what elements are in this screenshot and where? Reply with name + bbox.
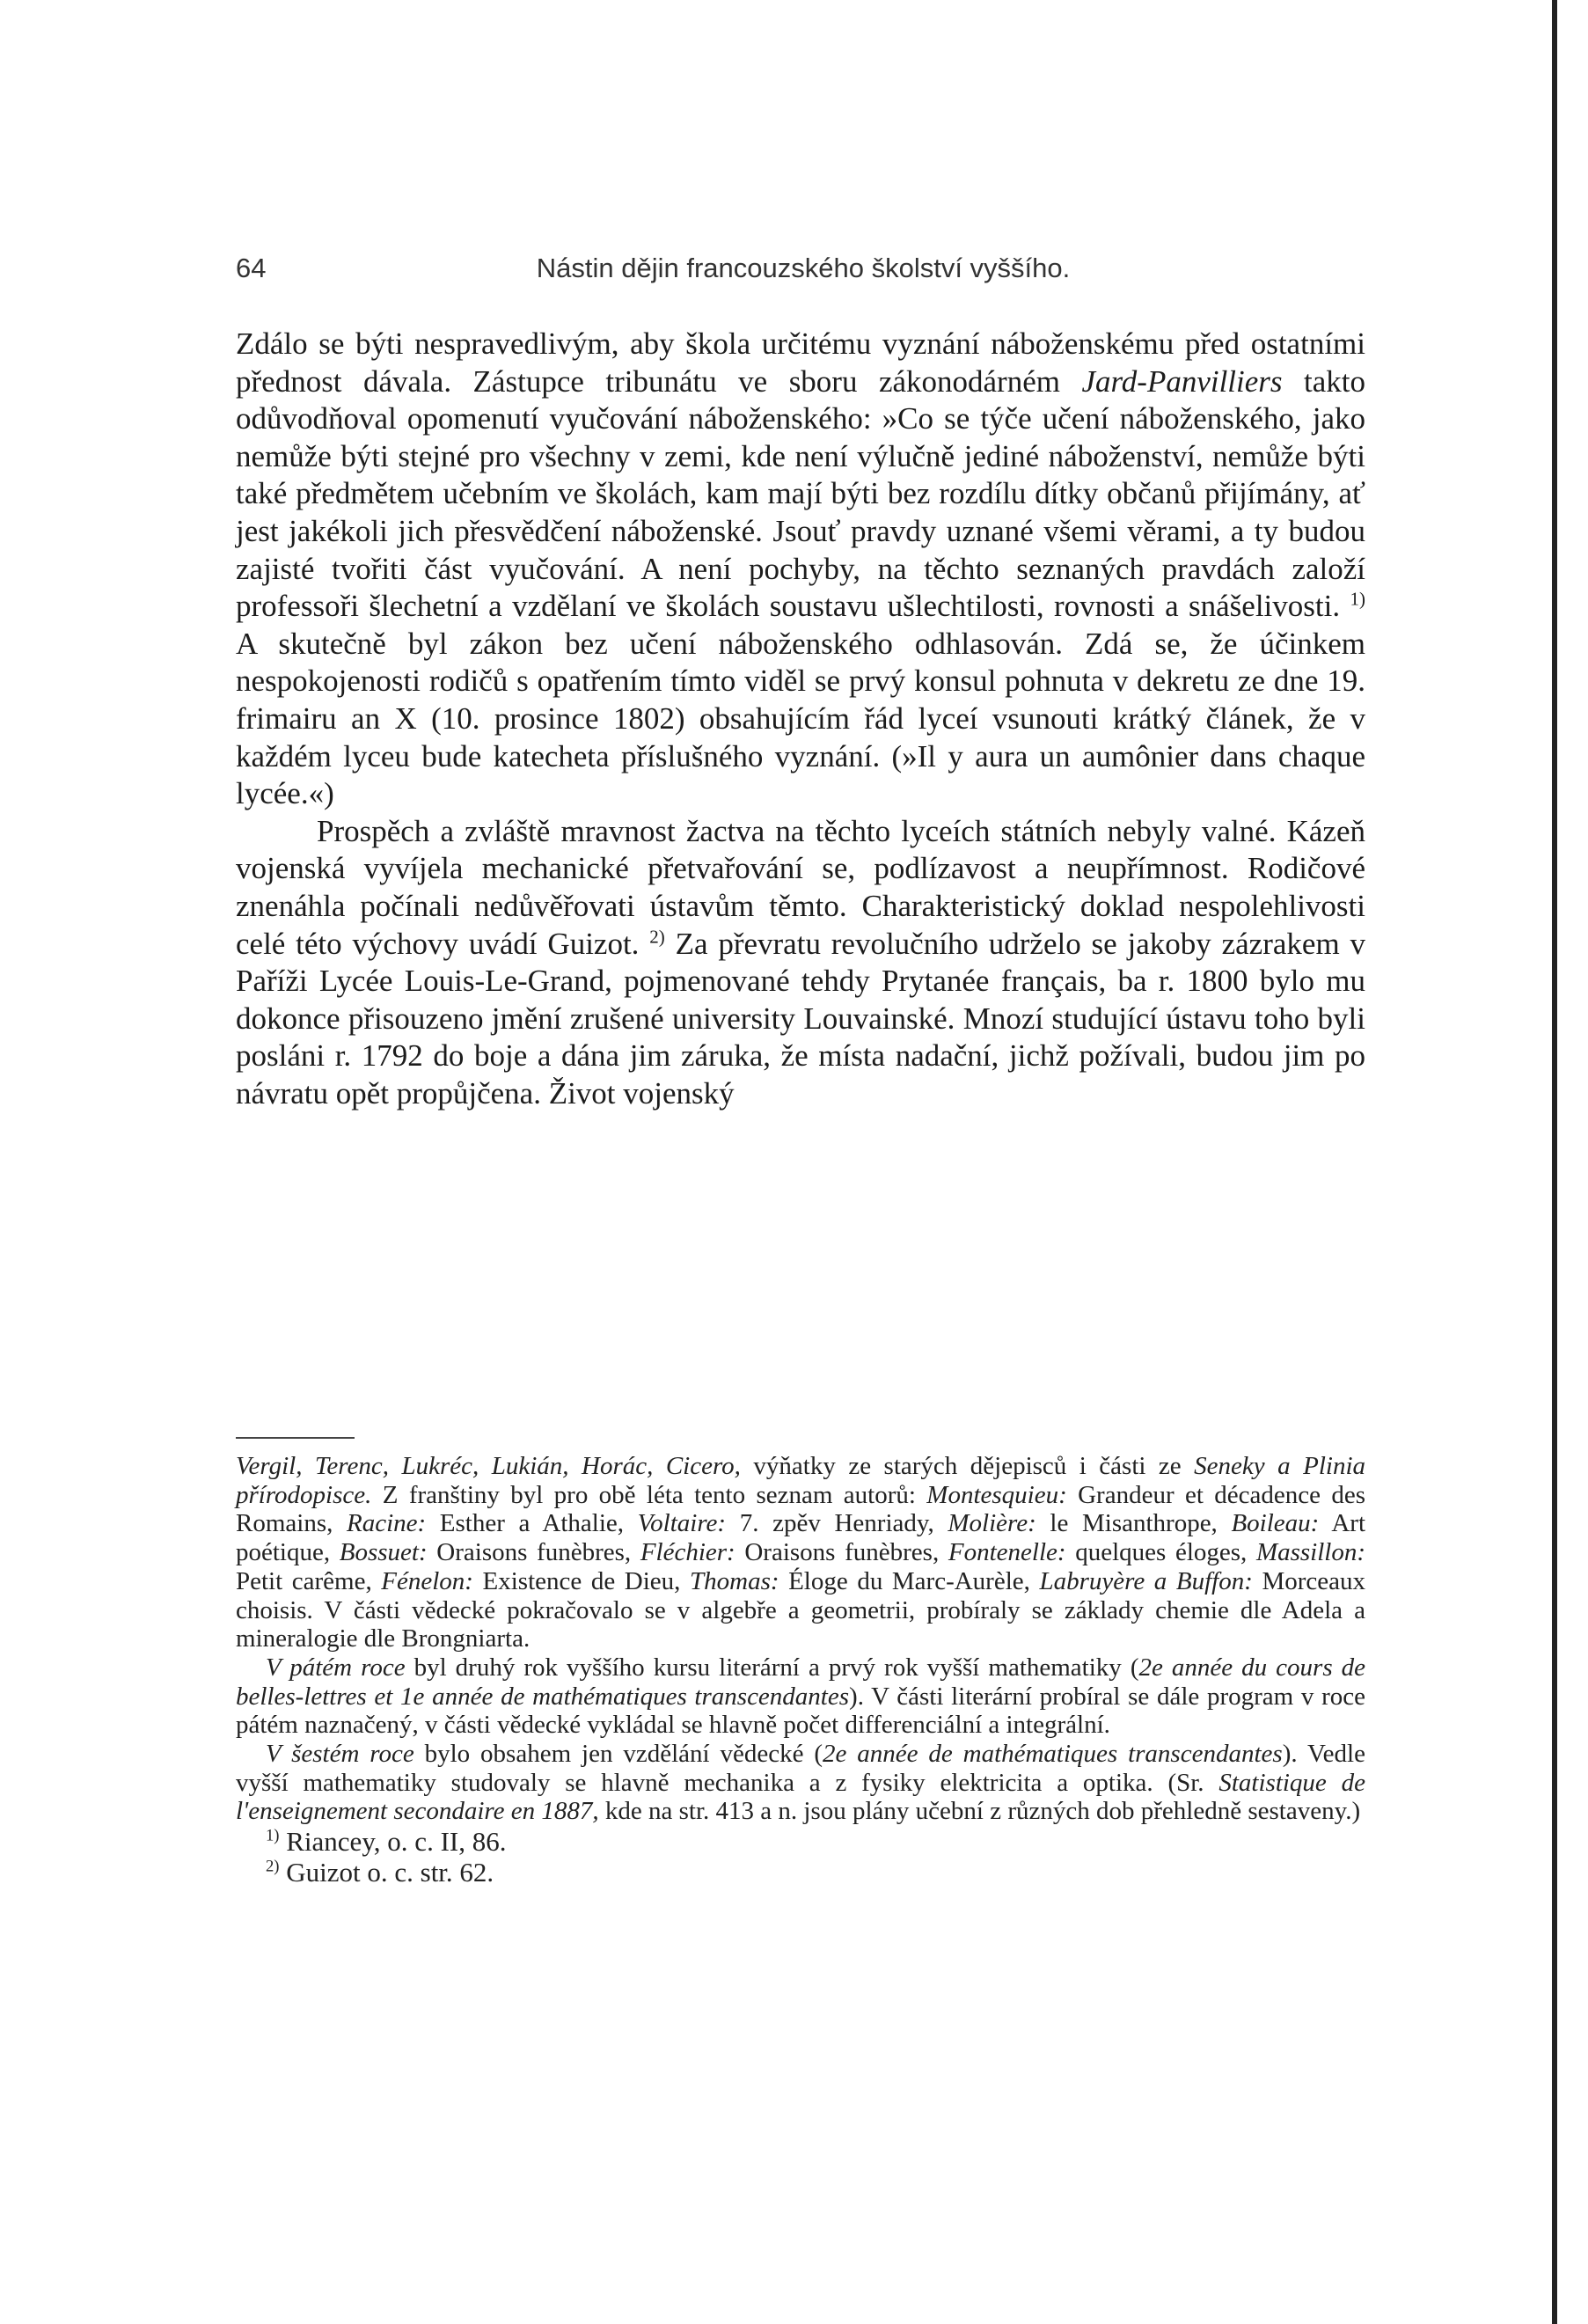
italic-run: Fénelon: — [381, 1566, 473, 1595]
text-run: Existence de Dieu, — [472, 1566, 690, 1595]
page-number: 64 — [236, 253, 267, 283]
italic-run: Thomas: — [690, 1566, 779, 1595]
text-run: takto odůvodňoval opomenutí vyučování náboženského: »Co se týče učení náboženského, jako nemůže býti stejné pro všechny v zemi, kde není výlučně jediné náboženství, nemůže býti také předmětem učebním ve školách, kam mají býti bez rozdílu dítky občanů přijímány, ať jest jakékoli jich přesvědčení náboženské. Jsouť pravdy uznané všemi věrami, a ty budou zajisté tvořiti část vyučování. A není pochyby, na těchto seznaných pravdách založí professoři šlechetní a vzdělaní ve školách soustavu ušlechtilosti, rovnosti a snášelivosti. — [236, 363, 1366, 624]
text-run: Oraisons funèbres, — [735, 1538, 948, 1567]
text-run: ). Vedle vyšší mathematiky studovaly se hlavně mechanika a z fysiky elektricita a optika. (Sr. — [236, 1740, 1365, 1797]
italic-run: Statistique de l'enseignement secondaire en 1887, — [236, 1768, 1365, 1826]
text-run: Morceaux choisis. V části vědecké pokračovalo se v algebře a geometrii, probíraly se základy chemie dle Adela a mineralogie dle Brongniarta. — [236, 1566, 1365, 1653]
italic-run: Labruyère a Buffon: — [1039, 1566, 1253, 1595]
italic-run: Molière: — [948, 1509, 1036, 1538]
text-run: le Misanthrope, — [1035, 1509, 1232, 1538]
italic-run: Voltaire: — [637, 1509, 727, 1538]
footnote-text: Riancey, o. c. II, 86. — [279, 1826, 507, 1858]
note-fifth-year — [236, 1653, 1365, 1740]
footnote-ref-2: 2) — [649, 925, 665, 947]
note-continuation — [236, 1452, 1365, 1653]
text-run: Art poétique, — [236, 1509, 1366, 1567]
footnote-rule — [236, 1437, 355, 1439]
note-sixth-year — [236, 1740, 1365, 1826]
italic-run: Racine: — [347, 1509, 427, 1538]
footnote-mark: 1) — [266, 1826, 280, 1845]
footnote-2 — [236, 1857, 1365, 1888]
text-run: Petit carême, — [236, 1566, 382, 1595]
footnote-mark: 2) — [266, 1857, 280, 1876]
text-run: bylo obsahem jen vzdělání vědecké ( — [413, 1740, 823, 1769]
italic-run: 2e année du cours de belles-lettres et 1e année de mathématiques transcendantes — [236, 1653, 1366, 1711]
footnote-text: Guizot o. c. str. 62. — [279, 1857, 494, 1888]
italic-run: Seneky a Plinia přírodopisce. — [236, 1452, 1366, 1509]
italic-run: Vergil, Terenc, Lukréc, Lukián, Horác, Cicero, — [236, 1452, 741, 1480]
text-run: Za převratu revolučního udrželo se jakoby zázrakem v Paříži Lycée Louis-Le-Grand, pojmenované tehdy Prytanée français, ba r. 1800 bylo mu dokonce přisouzeno jmění zrušené university Louvainské. Mnozí studující ústavu toho byli posláni r. 1792 do boje a dána jim záruka, že místa nadační, jichž požívali, budou jim po návratu opět propůjčena. Život vojenský — [236, 926, 1365, 1111]
text-run: Oraisons funèbres, — [427, 1538, 640, 1567]
text-run: kde na str. 413 a n. jsou plány učební z různých dob přehledně sestaveny.) — [598, 1797, 1361, 1826]
footnote-1 — [236, 1826, 1365, 1857]
text-run: Zdálo se býti nespravedlivým, aby škola určitému vyznání náboženskému před ostatními přednost dávala. Zástupce tribunátu ve sboru zákonodárném — [236, 326, 1365, 399]
text-run: 7. zpěv Henriady, — [726, 1509, 948, 1538]
footnotes — [236, 1452, 1365, 1888]
text-run: Grandeur et décadence des Romains, — [236, 1480, 1365, 1538]
footnote-ref-1: 1) — [1350, 588, 1365, 610]
running-header — [236, 253, 1371, 288]
text-run: Z franštiny byl pro obě léta tento seznam autorů: — [371, 1480, 927, 1509]
italic-run: Montesquieu: — [926, 1480, 1067, 1509]
italic-run: V šestém roce — [266, 1740, 414, 1769]
text-run: A skutečně byl zákon bez učení náboženského odhlasován. Zdá se, že účinkem nespokojenosti rodičů s opatřením tímto viděl se prvý konsul pohnuta v dekretu ze dne 19. frimairu an X (10. prosince 1802) obsahujícím řád lyceí vsunouti krátký článek, že v každém lyceu bude katecheta příslušného vyznání. (»Il y aura un aumônier dans chaque lycée.«) — [236, 626, 1365, 811]
italic-run: Bossuet: — [339, 1538, 428, 1567]
paragraph-1 — [236, 326, 1365, 813]
text-run: ). V části literární probíral se dále program v roce pátém naznačený, v části vědecké vykládal se hlavně počet differenciální a integrální. — [236, 1682, 1366, 1740]
italic-run: Boileau: — [1231, 1509, 1320, 1538]
text-run: quelques éloges, — [1065, 1538, 1256, 1567]
paragraph-2 — [236, 813, 1365, 1113]
text-run: byl druhý rok vyššího kursu literární a prvý rok vyšší mathematiky ( — [405, 1653, 1139, 1682]
text-run: Éloge du Marc-Aurèle, — [779, 1566, 1040, 1595]
italic-run: Massillon: — [1255, 1538, 1365, 1567]
italic-run: Fontenelle: — [948, 1538, 1066, 1567]
text-run: výňatky ze starých dějepisců i části ze — [740, 1452, 1195, 1480]
text-run: Esther a Athalie, — [426, 1509, 638, 1538]
main-text — [236, 326, 1365, 1112]
italic-run: Fléchier: — [640, 1538, 735, 1567]
author-name: Jard-Panvilliers — [1081, 363, 1283, 399]
running-title: Nástin dějin francouzského školství vyššího. — [536, 253, 1071, 283]
italic-run: V pátém roce — [266, 1653, 406, 1682]
text-run: Prospěch a zvláště mravnost žactva na těchto lyceích státních nebyly valné. Kázeň vojenská vyvíjela mechanické přetvařování se, podlízavost a neupřímnost. Rodičové znenáhla počínali nedůvěřovati ústavům těmto. Charakteristický doklad nespolehlivosti celé této výchovy uvádí Guizot. — [236, 813, 1365, 961]
italic-run: 2e année de mathématiques transcendantes — [822, 1740, 1283, 1769]
